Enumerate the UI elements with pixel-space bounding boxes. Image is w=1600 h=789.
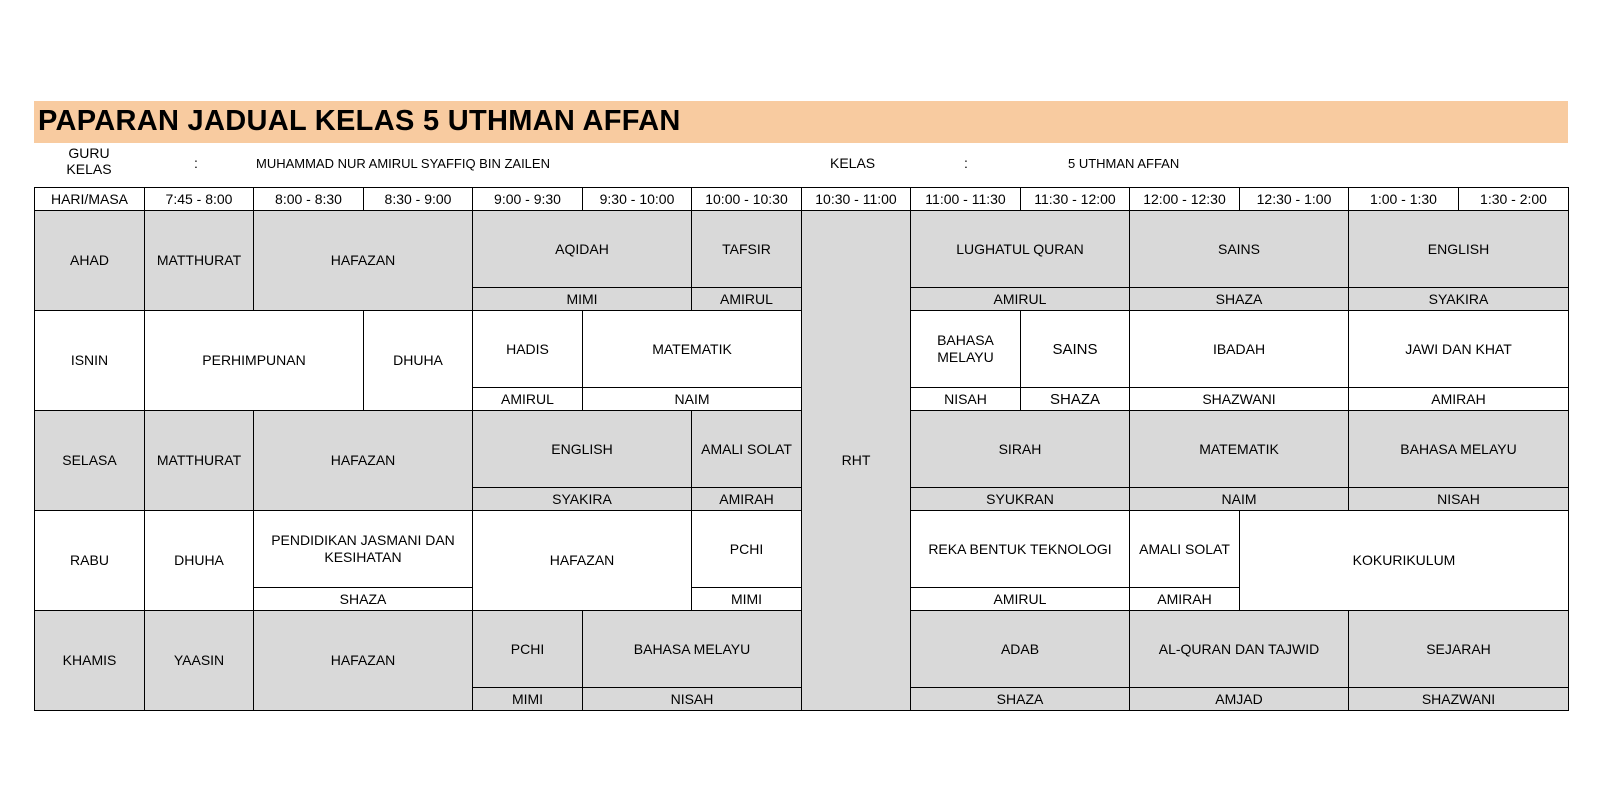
header-cell: 7:45 - 8:00 (145, 188, 254, 211)
teacher-cell: NISAH (911, 388, 1021, 411)
subject-cell: TAFSIR (692, 211, 802, 288)
subject-cell: SAINS (1130, 211, 1349, 288)
subject-cell: AMALI SOLAT (692, 411, 802, 488)
teacher-cell: SYAKIRA (1349, 288, 1569, 311)
header-cell: 9:00 - 9:30 (473, 188, 583, 211)
teacher-cell: SHAZA (1130, 288, 1349, 311)
subject-cell: IBADAH (1130, 311, 1349, 388)
teacher-cell: SHAZWANI (1349, 688, 1569, 711)
teacher-cell: AMIRUL (692, 288, 802, 311)
teacher-cell: AMIRUL (911, 288, 1130, 311)
header-cell: 11:00 - 11:30 (911, 188, 1021, 211)
teacher-cell: AMIRUL (473, 388, 583, 411)
subject-cell: BAHASA MELAYU (1349, 411, 1569, 488)
day-cell: ISNIN (35, 311, 145, 411)
subject-cell: AL-QURAN DAN TAJWID (1130, 611, 1349, 688)
rht-break-cell: RHT (802, 211, 911, 711)
subject-cell: PCHI (473, 611, 583, 688)
subject-cell: HAFAZAN (473, 511, 692, 611)
header-cell: 12:00 - 12:30 (1130, 188, 1240, 211)
kelas-value: 5 UTHMAN AFFAN (1068, 156, 1180, 171)
teacher-cell: SYAKIRA (473, 488, 692, 511)
header-cell: 10:00 - 10:30 (692, 188, 802, 211)
teacher-cell: SHAZA (1021, 388, 1130, 411)
subject-cell: HADIS (473, 311, 583, 388)
subject-cell: HAFAZAN (254, 411, 473, 511)
guru-label (60, 145, 118, 177)
subject-cell: MATTHURAT (145, 411, 254, 511)
header-cell: 11:30 - 12:00 (1021, 188, 1130, 211)
subject-cell: ADAB (911, 611, 1130, 688)
subject-cell: LUGHATUL QURAN (911, 211, 1130, 288)
subject-cell: SIRAH (911, 411, 1130, 488)
header-cell: 9:30 - 10:00 (583, 188, 692, 211)
header-cell: 1:30 - 2:00 (1459, 188, 1569, 211)
subject-cell: YAASIN (145, 611, 254, 711)
teacher-cell: SYUKRAN (911, 488, 1130, 511)
teacher-cell: SHAZA (254, 588, 473, 611)
teacher-cell: AMIRAH (692, 488, 802, 511)
subject-cell: HAFAZAN (254, 611, 473, 711)
subject-cell: JAWI DAN KHAT (1349, 311, 1569, 388)
page-title: PAPARAN JADUAL KELAS 5 UTHMAN AFFAN (38, 105, 681, 137)
subject-cell: PENDIDIKAN JASMANI DAN KESIHATAN (254, 511, 473, 588)
subject-cell: SEJARAH (1349, 611, 1569, 688)
teacher-cell: NISAH (583, 688, 802, 711)
teacher-cell: AMIRAH (1130, 588, 1240, 611)
timetable-table (34, 187, 1569, 711)
guru-value: MUHAMMAD NUR AMIRUL SYAFFIQ BIN ZAILEN (256, 156, 550, 171)
teacher-cell: NAIM (583, 388, 802, 411)
day-cell: SELASA (35, 411, 145, 511)
guru-label-line2: KELAS (66, 161, 112, 177)
subject-cell: BAHASA MELAYU (583, 611, 802, 688)
kelas-label: KELAS (830, 155, 876, 171)
subject-cell: REKA BENTUK TEKNOLOGI (911, 511, 1130, 588)
teacher-cell: AMIRUL (911, 588, 1130, 611)
teacher-cell: MIMI (473, 688, 583, 711)
subject-cell: AMALI SOLAT (1130, 511, 1240, 588)
guru-colon: : (194, 155, 198, 171)
subject-cell: AQIDAH (473, 211, 692, 288)
header-cell: 10:30 - 11:00 (802, 188, 911, 211)
teacher-cell: SHAZWANI (1130, 388, 1349, 411)
teacher-cell: AMIRAH (1349, 388, 1569, 411)
header-cell: 1:00 - 1:30 (1349, 188, 1459, 211)
header-cell: 12:30 - 1:00 (1240, 188, 1349, 211)
teacher-cell: SHAZA (911, 688, 1130, 711)
kelas-colon: : (964, 155, 968, 171)
subject-cell: DHUHA (145, 511, 254, 611)
subject-cell: MATTHURAT (145, 211, 254, 311)
teacher-cell: NAIM (1130, 488, 1349, 511)
row-ahad (35, 211, 1569, 288)
teacher-cell: NISAH (1349, 488, 1569, 511)
teacher-cell: AMJAD (1130, 688, 1349, 711)
subject-cell: MATEMATIK (1130, 411, 1349, 488)
header-cell: HARI/MASA (35, 188, 145, 211)
teacher-cell: MIMI (473, 288, 692, 311)
subject-cell: KOKURIKULUM (1240, 511, 1569, 611)
header-cell: 8:00 - 8:30 (254, 188, 364, 211)
title-banner (34, 101, 1568, 143)
header-cell: 8:30 - 9:00 (364, 188, 473, 211)
subject-cell: ENGLISH (473, 411, 692, 488)
header-row (35, 188, 1569, 211)
guru-label-line1: GURU (68, 145, 110, 161)
subject-cell: BAHASA MELAYU (911, 311, 1021, 388)
day-cell: AHAD (35, 211, 145, 311)
timetable (34, 187, 1568, 707)
teacher-cell: MIMI (692, 588, 802, 611)
subject-cell: ENGLISH (1349, 211, 1569, 288)
subject-cell: SAINS (1021, 311, 1130, 388)
day-cell: KHAMIS (35, 611, 145, 711)
day-cell: RABU (35, 511, 145, 611)
subject-cell: DHUHA (364, 311, 473, 411)
subject-cell: PCHI (692, 511, 802, 588)
subject-cell: PERHIMPUNAN (145, 311, 364, 411)
subject-cell: HAFAZAN (254, 211, 473, 311)
subject-cell: MATEMATIK (583, 311, 802, 388)
